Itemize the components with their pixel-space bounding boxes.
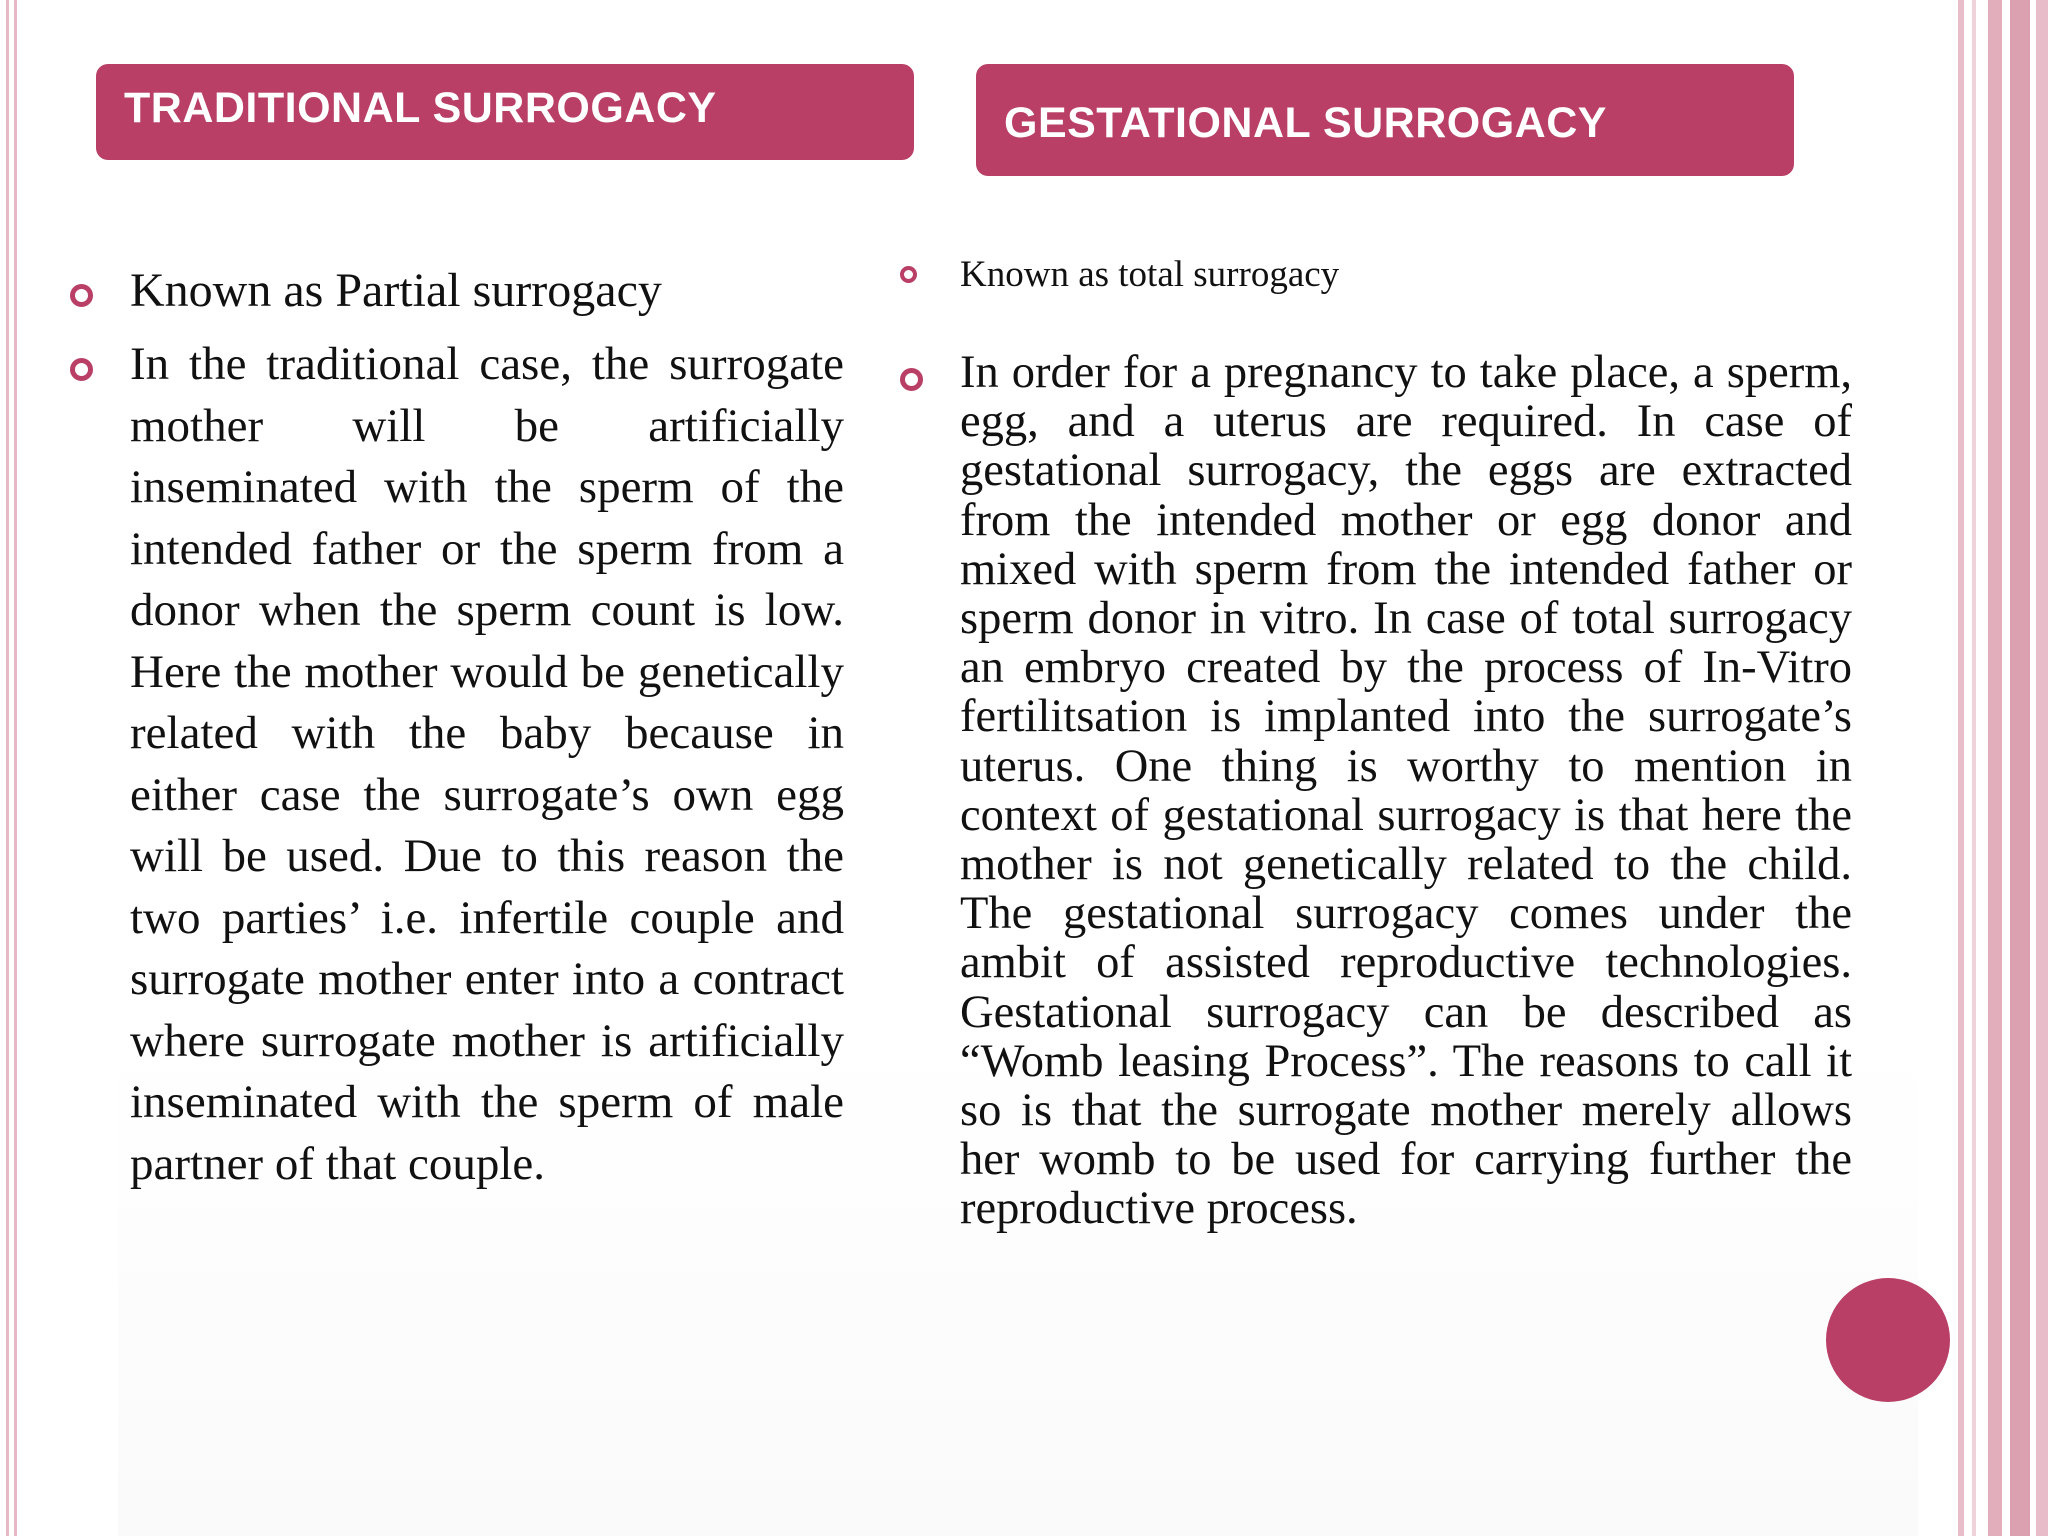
right-frame-band — [2010, 0, 2030, 1536]
left-frame-line — [14, 0, 17, 1536]
traditional-header-label: TRADITIONAL SURROGACY — [124, 83, 717, 132]
bullet-ring-icon — [900, 368, 923, 391]
traditional-bullet-known-as — [70, 260, 844, 322]
gestational-surrogacy-header — [976, 64, 1794, 176]
gestational-header-label: GESTATIONAL SURROGACY — [1004, 98, 1607, 147]
gestational-bullet-known-as — [900, 250, 1852, 300]
bullet-text: Known as total surrogacy — [960, 254, 1340, 295]
bullet-text: In the traditional case, the surrogate mother will be artificially inseminated with the sperm of the intended father or the sperm from a donor when the sperm count is low. Here the mother would be genetically related with the baby because in either case the surrogate’s own egg will be used. Due to this reason the two parties’ i.e. infertile couple and surrogate mother enter into a contract where surrogate mother is artificially inseminated with the sperm of male partner of that couple. — [130, 338, 844, 1190]
bullet-text: Known as Partial surrogacy — [130, 264, 662, 317]
right-frame-band — [2036, 0, 2048, 1536]
right-frame-band — [1958, 0, 1964, 1536]
traditional-column — [70, 260, 844, 1195]
traditional-bullet-description — [70, 334, 844, 1195]
left-frame-line — [6, 0, 9, 1536]
right-frame-band — [1972, 0, 1976, 1536]
bullet-ring-icon — [70, 358, 93, 381]
bullet-text: In order for a pregnancy to take place, a sperm, egg, and a uterus are required. In case of gestational surrogacy, the eggs are extracted from the intended mother or egg donor and mixed with sperm from the intended father or sperm donor in vitro. In case of total surrogacy an embryo created by the process of In-Vitro fertilitsation is implanted into the surrogate’s uterus. One thing is worthy to mention in context of gestational surrogacy is that here the mother is not genetically related to the child. The gestational surrogacy comes under the ambit of assisted reproductive technologies. Gestational surrogacy can be described as “Womb leasing Process”. The reasons to call it so is that the surrogate mother merely allows her womb to be used for carrying further the reproductive process. — [960, 347, 1852, 1235]
bullet-ring-icon — [70, 284, 93, 307]
gestational-bullet-description — [900, 348, 1852, 1234]
gestational-column — [900, 250, 1852, 1234]
traditional-surrogacy-header — [96, 64, 914, 160]
right-frame-band — [1988, 0, 2002, 1536]
decorative-circle — [1826, 1278, 1950, 1402]
bullet-ring-icon — [900, 266, 917, 283]
